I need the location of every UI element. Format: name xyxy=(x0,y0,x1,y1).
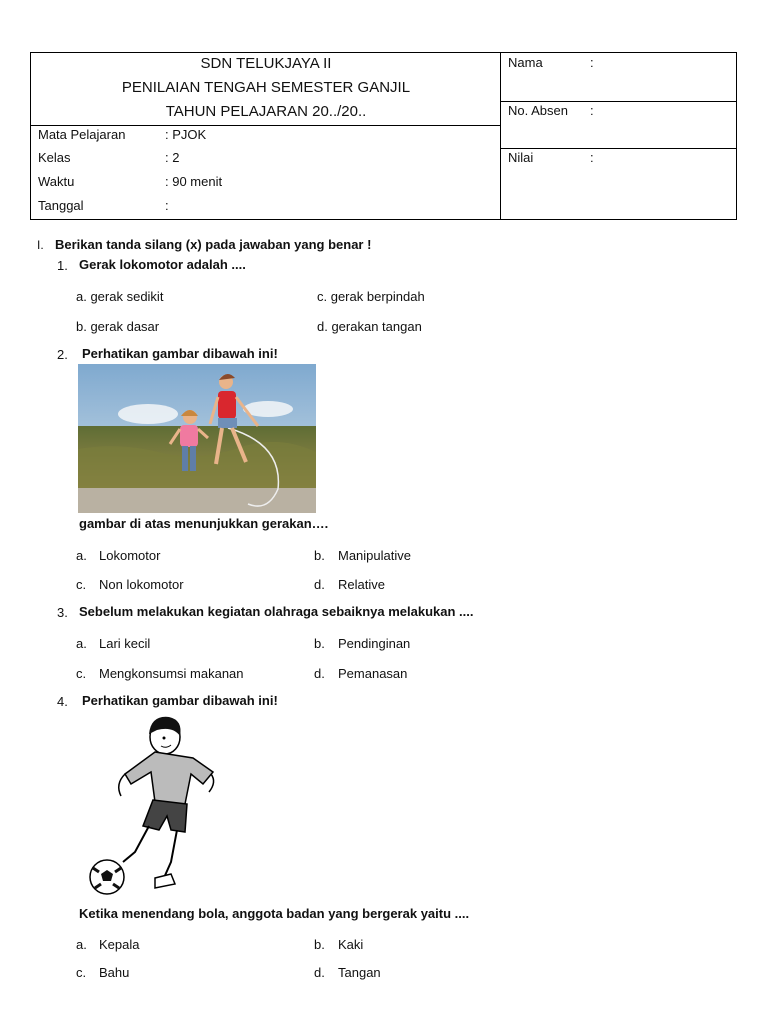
header-table xyxy=(30,52,737,220)
meta-label-date: Tanggal xyxy=(38,198,84,213)
q2-option-a[interactable]: Lokomotor xyxy=(99,548,161,563)
side-label-absen: No. Absen xyxy=(508,103,568,118)
q4-option-c[interactable]: Bahu xyxy=(99,965,130,980)
section-instruction: Berikan tanda silang (x) pada jawaban yang benar ! xyxy=(55,237,372,252)
q2-letter-d: d. xyxy=(314,577,325,592)
section-numeral: I. xyxy=(37,238,44,252)
header-divider-vertical xyxy=(500,52,501,220)
kicking-boy-illustration xyxy=(85,712,225,902)
q4-letter-a: a. xyxy=(76,937,87,952)
q3-letter-a: a. xyxy=(76,636,87,651)
q2-letter-a: a. xyxy=(76,548,87,563)
q3-number: 3. xyxy=(57,605,68,620)
meta-value-date: : xyxy=(165,198,169,213)
q4-text: Perhatikan gambar dibawah ini! xyxy=(82,693,278,708)
q3-letter-c: c. xyxy=(76,666,87,681)
q1-number: 1. xyxy=(57,258,68,273)
q2-letter-c: c. xyxy=(76,577,87,592)
q1-text: Gerak lokomotor adalah .... xyxy=(79,257,246,272)
meta-label-time: Waktu xyxy=(38,174,75,189)
meta-value-time: : 90 menit xyxy=(165,174,223,189)
q4-letter-c: c. xyxy=(76,965,87,980)
q2-option-c[interactable]: Non lokomotor xyxy=(99,577,184,592)
q2-number: 2. xyxy=(57,347,68,362)
q2-caption: gambar di atas menunjukkan gerakan…. xyxy=(79,516,329,531)
q4-option-a[interactable]: Kepala xyxy=(99,937,140,952)
meta-value-class: : 2 xyxy=(165,150,180,165)
meta-value-subject: : PJOK xyxy=(165,127,207,142)
school-year: TAHUN PELAJARAN 20../20.. xyxy=(165,103,367,120)
q3-letter-b: b. xyxy=(314,636,325,651)
meta-label-subject: Mata Pelajaran xyxy=(38,127,126,142)
q4-letter-b: b. xyxy=(314,937,325,952)
jump-rope-photo xyxy=(78,364,316,513)
side-divider-2 xyxy=(500,148,737,149)
q3-letter-d: d. xyxy=(314,666,325,681)
side-divider-1 xyxy=(500,101,737,102)
side-label-name: Nama xyxy=(508,55,543,70)
q1-option-b[interactable]: b. gerak dasar xyxy=(76,319,160,334)
q3-text: Sebelum melakukan kegiatan olahraga sebaiknya melakukan .... xyxy=(79,604,474,619)
school-name: SDN TELUKJAYA II xyxy=(200,55,332,72)
side-colon-score: : xyxy=(590,150,594,165)
q1-option-c[interactable]: c. gerak berpindah xyxy=(317,289,425,304)
q4-option-d[interactable]: Tangan xyxy=(338,965,381,980)
meta-label-class: Kelas xyxy=(38,150,71,165)
header-divider-title xyxy=(30,125,501,126)
q3-option-c[interactable]: Mengkonsumsi makanan xyxy=(99,666,244,681)
side-colon-name: : xyxy=(590,55,594,70)
side-label-score: Nilai xyxy=(508,150,534,165)
q4-option-b[interactable]: Kaki xyxy=(338,937,364,952)
q2-option-d[interactable]: Relative xyxy=(338,577,385,592)
side-colon-absen: : xyxy=(590,103,594,118)
q1-option-a[interactable]: a. gerak sedikit xyxy=(76,289,164,304)
exam-title: PENILAIAN TENGAH SEMESTER GANJIL xyxy=(121,79,411,96)
q3-option-d[interactable]: Pemanasan xyxy=(338,666,408,681)
q3-option-a[interactable]: Lari kecil xyxy=(99,636,151,651)
q4-letter-d: d. xyxy=(314,965,325,980)
q3-option-b[interactable]: Pendinginan xyxy=(338,636,411,651)
q4-caption: Ketika menendang bola, anggota badan yang bergerak yaitu .... xyxy=(79,906,470,921)
q1-option-d[interactable]: d. gerakan tangan xyxy=(317,319,422,334)
q4-number: 4. xyxy=(57,694,68,709)
q2-text: Perhatikan gambar dibawah ini! xyxy=(82,346,278,361)
q2-letter-b: b. xyxy=(314,548,325,563)
q2-option-b[interactable]: Manipulative xyxy=(338,548,411,563)
